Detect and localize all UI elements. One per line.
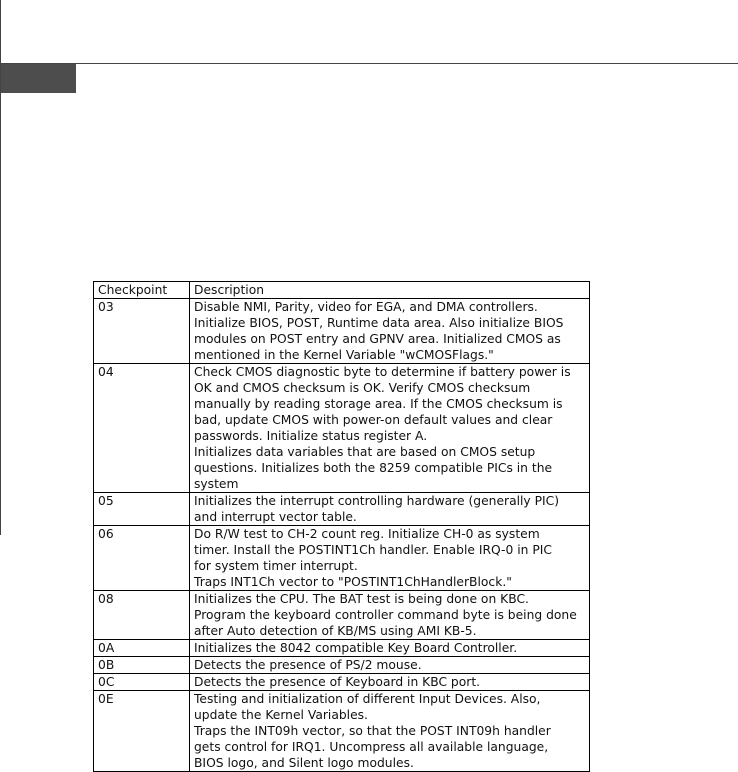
description-line: Initializes data variables that are based on CMOS setup bbox=[194, 445, 536, 459]
description-line: Initializes the 8042 compatible Key Board Controller. bbox=[194, 641, 518, 655]
description-line: Initializes the interrupt controlling hardware (generally PIC) bbox=[194, 494, 560, 508]
description-line: modules on POST entry and GPNV area. Initialized CMOS as bbox=[194, 332, 561, 346]
description-line: Initialize BIOS, POST, Runtime data area. Also initialize BIOS bbox=[194, 316, 564, 330]
description-line: system bbox=[194, 477, 239, 491]
checkpoint-description bbox=[190, 674, 590, 691]
checkpoint-description bbox=[190, 526, 590, 591]
checkpoint-table bbox=[93, 281, 590, 772]
checkpoint-code: 0A bbox=[94, 640, 190, 657]
checkpoint-description bbox=[190, 691, 590, 772]
description-line: Program the keyboard controller command byte is being done bbox=[194, 608, 577, 622]
checkpoint-description bbox=[190, 364, 590, 493]
checkpoint-column-header: Checkpoint bbox=[94, 282, 190, 299]
description-line: Detects the presence of PS/2 mouse. bbox=[194, 658, 422, 672]
checkpoint-description bbox=[190, 299, 590, 364]
description-line: Initializes the CPU. The BAT test is being done on KBC. bbox=[194, 592, 529, 606]
description-line: update the Kernel Variables. bbox=[194, 708, 368, 722]
description-line: Traps the INT09h vector, so that the POST INT09h handler bbox=[194, 724, 551, 738]
description-line: OK and CMOS checksum is OK. Verify CMOS checksum bbox=[194, 381, 531, 395]
checkpoint-description bbox=[190, 657, 590, 674]
table-row bbox=[94, 657, 590, 674]
header-rule bbox=[0, 63, 738, 64]
table-row bbox=[94, 674, 590, 691]
description-line: gets control for IRQ1. Uncompress all available language, bbox=[194, 740, 549, 754]
description-column-header: Description bbox=[190, 282, 590, 299]
checkpoint-description bbox=[190, 591, 590, 640]
checkpoint-code: 03 bbox=[94, 299, 190, 364]
description-line: BIOS logo, and Silent logo modules. bbox=[194, 756, 414, 770]
table-row bbox=[94, 364, 590, 493]
checkpoint-description bbox=[190, 640, 590, 657]
description-line: questions. Initializes both the 8259 compatible PICs in the bbox=[194, 461, 553, 475]
checkpoint-code: 0C bbox=[94, 674, 190, 691]
description-line: Check CMOS diagnostic byte to determine if battery power is bbox=[194, 365, 571, 379]
checkpoint-description bbox=[190, 493, 590, 526]
checkpoint-code: 05 bbox=[94, 493, 190, 526]
checkpoint-code: 0B bbox=[94, 657, 190, 674]
table-row bbox=[94, 691, 590, 772]
description-line: after Auto detection of KB/MS using AMI KB-5. bbox=[194, 624, 477, 638]
description-line: for system timer interrupt. bbox=[194, 559, 358, 573]
description-line: passwords. Initialize status register A. bbox=[194, 429, 428, 443]
description-line: Testing and initialization of different Input Devices. Also, bbox=[194, 692, 541, 706]
description-line: Traps INT1Ch vector to "POSTINT1ChHandlerBlock." bbox=[194, 575, 512, 589]
description-line: Do R/W test to CH-2 count reg. Initialize CH-0 as system bbox=[194, 527, 540, 541]
checkpoint-code: 06 bbox=[94, 526, 190, 591]
checkpoint-code: 04 bbox=[94, 364, 190, 493]
table-header-row bbox=[94, 282, 590, 299]
description-line: Disable NMI, Parity, video for EGA, and DMA controllers. bbox=[194, 300, 538, 314]
description-line: timer. Install the POSTINT1Ch handler. Enable IRQ-0 in PIC bbox=[194, 543, 552, 557]
chapter-tab bbox=[1, 64, 76, 93]
description-line: mentioned in the Kernel Variable "wCMOSFlags." bbox=[194, 348, 494, 362]
checkpoint-table-container bbox=[93, 281, 589, 772]
table-body bbox=[94, 299, 590, 772]
table-row bbox=[94, 591, 590, 640]
checkpoint-code: 0E bbox=[94, 691, 190, 772]
description-line: manually by reading storage area. If the CMOS checksum is bbox=[194, 397, 563, 411]
description-line: and interrupt vector table. bbox=[194, 510, 357, 524]
table-row bbox=[94, 526, 590, 591]
description-line: bad, update CMOS with power-on default values and clear bbox=[194, 413, 553, 427]
table-row bbox=[94, 299, 590, 364]
table-row bbox=[94, 640, 590, 657]
checkpoint-code: 08 bbox=[94, 591, 190, 640]
description-line: Detects the presence of Keyboard in KBC port. bbox=[194, 675, 481, 689]
table-row bbox=[94, 493, 590, 526]
